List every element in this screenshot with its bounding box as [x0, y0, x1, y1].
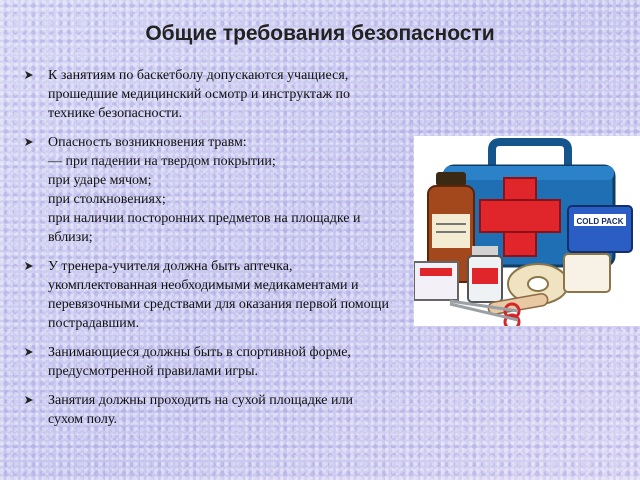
bullet-text-line: технике безопасности.	[48, 106, 183, 121]
bullet-text-line: Опасность возникновения травм:	[48, 135, 247, 150]
bullet-marker-icon	[24, 347, 34, 357]
bullet-text-line: вблизи;	[48, 230, 93, 245]
bullet-text-line: пострадавшим.	[48, 316, 140, 331]
bullet-text-line: сухом полу.	[48, 412, 117, 427]
bullet-text-line: У тренера-учителя должна быть аптечка,	[48, 259, 293, 274]
bullet-item	[22, 257, 442, 333]
bullet-item	[22, 343, 442, 381]
bullet-marker-icon	[24, 137, 34, 147]
bullet-text-line: перевязочными средствами для оказания первой помощи	[48, 297, 389, 312]
bullet-item	[22, 391, 442, 429]
bullet-item	[22, 133, 442, 247]
bullet-text-line: прошедшие медицинский осмотр и инструктаж по	[48, 87, 350, 102]
bullet-text-line: — при падении на твердом покрытии;	[48, 154, 276, 169]
bullet-text-line: Занятия должны проходить на сухой площадке или	[48, 393, 353, 408]
bullet-text-line: Занимающиеся должны быть в спортивной форме,	[48, 345, 351, 360]
bullet-text-line: при столкновениях;	[48, 192, 166, 207]
bullet-marker-icon	[24, 395, 34, 405]
bullet-text-line: предусмотренной правилами игры.	[48, 364, 259, 379]
bullet-marker-icon	[24, 70, 34, 80]
bullet-marker-icon	[24, 261, 34, 271]
bullet-text-line: при ударе мячом;	[48, 173, 152, 188]
bullet-text-line: укомплектованная необходимыми медикаментами и	[48, 278, 359, 293]
bullet-text-line: при наличии посторонних предметов на площадке и	[48, 211, 361, 226]
bullet-item	[22, 66, 442, 123]
cold-pack-label: COLD PACK	[576, 217, 624, 226]
bullet-text-line: К занятиям по баскетболу допускаются учащиеся,	[48, 68, 349, 83]
first-aid-kit-icon	[414, 136, 640, 326]
first-aid-kit-illustration	[414, 136, 640, 326]
slide-title: Общие требования безопасности	[145, 22, 495, 45]
bullet-list	[22, 66, 442, 439]
